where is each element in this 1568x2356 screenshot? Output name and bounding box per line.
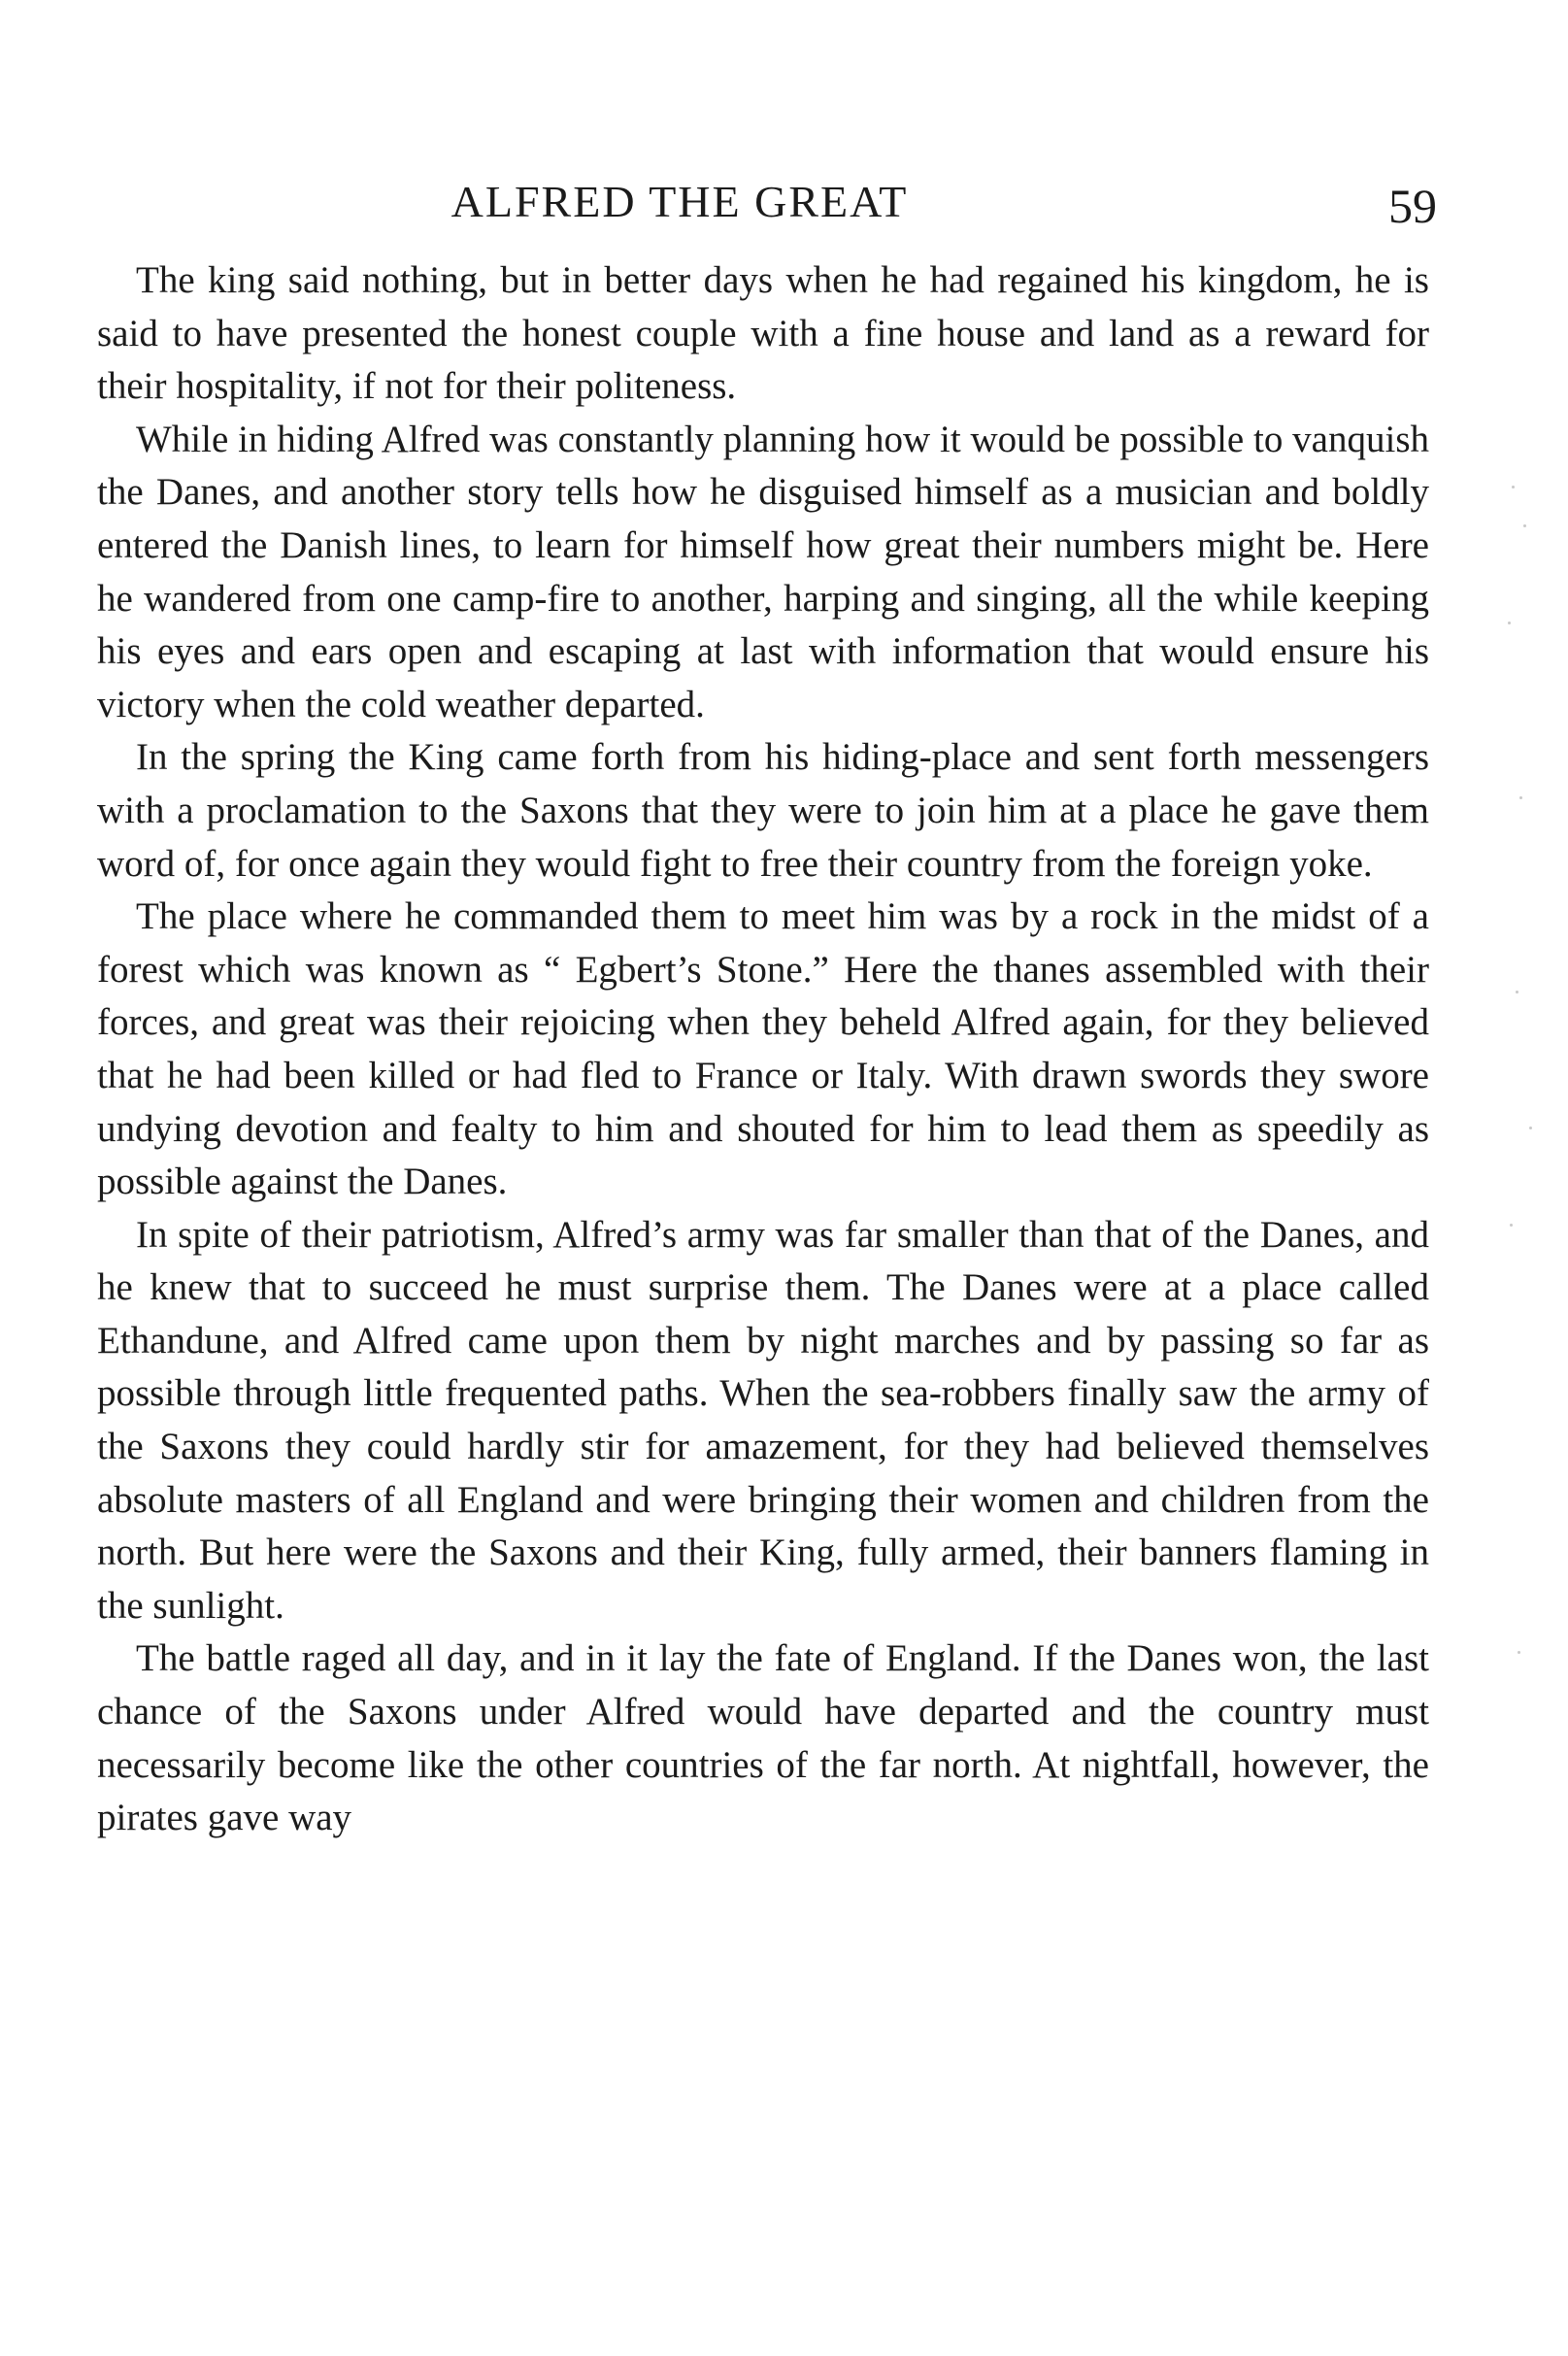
- speck: [1519, 796, 1522, 799]
- page-edge-specks: [1490, 0, 1568, 2356]
- running-head: [97, 173, 1437, 241]
- speck: [1529, 1127, 1532, 1129]
- speck: [1516, 991, 1518, 993]
- paragraph: While in hiding Alfred was constantly planning how it would be possible to vanquish the Danes, and another story tells how he disguised himself as a musician and boldly entered the Danish lines, to learn for himself how great their numbers might be. Here he wandered from one camp-fire to another, harping and singing, all the while keeping his eyes and ears open and escaping at last with information that would ensure his victory when the cold weather departed.: [97, 418, 1429, 725]
- speck: [1508, 622, 1511, 624]
- paragraph: The king said nothing, but in better days when he had regained his kingdom, he is said to have presented the honest couple with a fine house and land as a reward for their hospitality, if not for their politeness.: [97, 259, 1429, 408]
- body-text: [97, 254, 1429, 1845]
- speck: [1512, 486, 1515, 488]
- running-title: ALFRED THE GREAT: [450, 177, 909, 226]
- speck: [1510, 1224, 1513, 1227]
- paragraph: The battle raged all day, and in it lay the fate of England. If the Danes won, the last chance of the Saxons under Alfred would have departed and the country must necessarily become like the other countries of the far north. At nightfall, however, the pirates gave way: [97, 1637, 1429, 1839]
- speck: [1523, 524, 1526, 527]
- speck: [1518, 1651, 1520, 1654]
- paragraph: In spite of their patriotism, Alfred’s army was far smaller than that of the Danes, and he knew that to succeed he must surprise them. The Danes were at a place called Ethandune, and Alfred came upon them by night marches and by passing so far as possible through little frequented paths. When the sea-robbers finally saw the army of the Saxons they could hardly stir for amazement, for they had believed themselves absolute masters of all England and were bringing their women and children from the north. But here were the Saxons and their King, fully armed, their banners flaming in the sunlight.: [97, 1213, 1429, 1627]
- page-number: 59: [1388, 179, 1437, 233]
- paragraph: The place where he commanded them to meet him was by a rock in the midst of a forest which was known as “ Egbert’s Stone.” Here the thanes assembled with their forces, and great was their rejoicing when they beheld Alfred again, for they believed that he had been killed or had fled to France or Italy. With drawn swords they swore undying devotion and fealty to him and shouted for him to lead them as speedily as possible against the Danes.: [97, 895, 1429, 1203]
- paragraph: In the spring the King came forth from his hiding-place and sent forth messengers with a proclamation to the Saxons that they were to join him at a place he gave them word of, for once again they would fight to free their country from the foreign yoke.: [97, 736, 1429, 885]
